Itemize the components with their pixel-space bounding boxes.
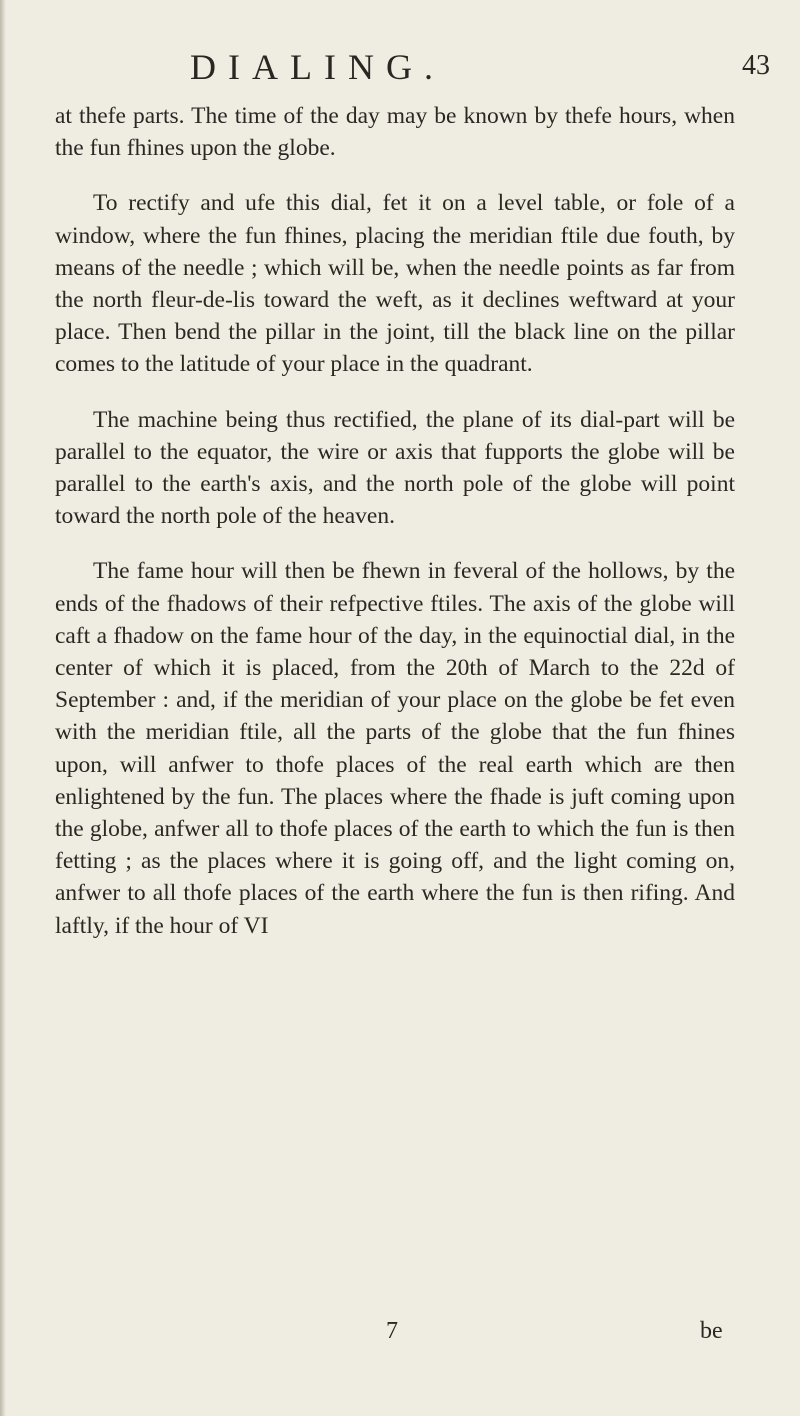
catchline [0, 1318, 800, 1354]
catchword: be [700, 1318, 723, 1344]
paragraph-continuation: at thefe parts. The time of the day may be known by thefe hours, when the fun fhines upon the globe. [55, 103, 735, 162]
body-text [55, 100, 735, 965]
paragraph-rectify: To rectify and ufe this dial, fet it on a level table, or fole of a window, where the fun fhines, placing the meridian ftile due fouth, by means of the needle ; which will be, when the needle points as far from the north fleur-de-lis toward the weft, as it declines weftward at your place. Then bend the pillar in the joint, till the black line on the pillar comes to the latitude of your place in the quadrant. [55, 190, 735, 378]
running-title: DIALING. [190, 47, 445, 87]
signature-mark: 7 [386, 1318, 398, 1344]
running-head [0, 36, 800, 96]
paragraph-hollows: The fame hour will then be fhewn in feveral of the hollows, by the ends of the fhadows of their refpective ftiles. The axis of the globe will caft a fhadow on the fame hour of the day, in the equinoctial dial, in the center of which it is placed, from the 20th of March to the 22d of September : and, if the meridian of your place on the globe be fet even with the meridian ftile, all the parts of the globe that the fun fhines upon, will anfwer to thofe places of the real earth which are then enlightened by the fun. The places where the fhade is juft coming upon the globe, anfwer all to thofe places of the earth to which the fun is then fetting ; as the places where it is going off, and the light coming on, anfwer to all thofe places of the earth where the fun is then rifing. And laftly, if the hour of VI [55, 558, 735, 939]
gutter-shadow [0, 0, 6, 1416]
paragraph-machine: The machine being thus rectified, the plane of its dial-part will be parallel to the equator, the wire or axis that fupports the globe will be parallel to the earth's axis, and the north pole of the globe will point toward the north pole of the heaven. [55, 406, 735, 530]
page-number: 43 [742, 50, 770, 81]
